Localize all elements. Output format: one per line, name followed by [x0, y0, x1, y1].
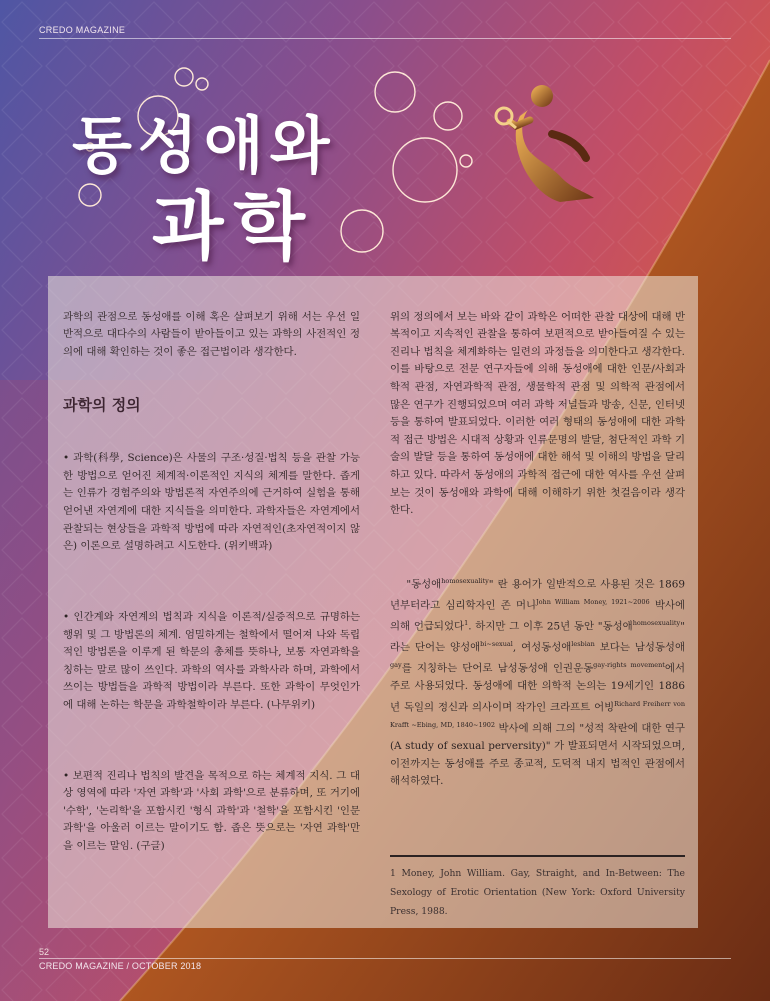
superscript-note: gay — [390, 661, 402, 670]
superscript-note: bi~sexual — [480, 640, 513, 649]
superscript-note: homosexuality — [441, 576, 489, 585]
top-rule — [39, 38, 731, 39]
magnifier-figure-icon — [490, 80, 600, 210]
definition-wikipedia: • 과학(科學, Science)은 사물의 구조·성질·법칙 등을 관찰 가능한 방법으로 얻어진 체계적·이론적인 지식의 체계를 말한다. 좁게는 인류가 경험주의와 방법론적 자연주의에 근거하여 실험을 통해 얻어낸 자연계에 대한 지식들을 의미한다. 과학자들은 자연계에서 관찰되는 현상들을 과학적 방법에 따라 자연적인(초자연적이지 않은) 이론으로 설명하려고 시도한다. (위키백과) — [63, 452, 360, 553]
right-column — [390, 291, 685, 808]
superscript-note: lesbian — [571, 640, 595, 649]
superscript-note: gay-rights movement — [593, 661, 665, 670]
page-number: 52 — [39, 947, 50, 957]
definition-namuwiki: • 인간계와 자연계의 법칙과 지식을 이론적/실증적으로 규명하는 행위 및 그 방법론의 체계. 엄밀하게는 철학에서 떨어져 나와 독립적인 방법론을 이루게 된 학문의 총체를 뜻하나, 보통 자연과학을 칭하는 말로 많이 쓰인다. 과학의 역사를 과학사라 하며, 과학에서 쓰이는 방법들을 과학적 방법이라 부른다. 또한 과학이 무엇인가에 대해 논하는 학문을 과학철학이라 부른다. (나무위키) — [63, 610, 360, 711]
intro-paragraph: 과학의 관점으로 동성애를 이해 혹은 살펴보기 위해 서는 우선 일반적으로 대다수의 사람들이 받아들이고 있는 과학의 사전적인 정의에 대해 확인하는 것이 좋은 접근법이라 생각한다. — [63, 310, 360, 358]
section-heading: 과학의 정의 — [63, 395, 141, 414]
magazine-issue-footer: CREDO MAGAZINE / OCTOBER 2018 — [39, 961, 202, 971]
footnote-ref: 1 — [464, 619, 469, 628]
history-paragraph: "동성애$^{homosexuality}$" 란 용어가 일반적으로 사용된 것은 1869년부터라고 심리학자인 존 머니$^{John William Money, 1921\sim 2006}$ 박사에 의해 언급되었다$^1$. 하지만 그 이후 25년 동안 "동성애$^{homosexuality}$" 라는 단어는 양성애$^{bi\sim sexual}$, 여성동성애$^{lesbian}$ 보다는 남성동성애$^{gay}$를 지칭하는 단어로 남성동성애 인권운동$^{gay-rights movement}$에서 주로 사용되었다. 동성애에 대한 의학적 논의는 19세기인 1886년 독일의 정신과 의사이며 작가인 크라프트 어빙$^{Richard Freiherr von Krafft \sim Ebing, MD, 1840\sim 1902}$ 박사에 의해 그의 "성적 착란에 대한 연구(A study of sexual perversity)" 가 발표되면서 시작되었으며, 이전까지는 동성애를 주로 종교적, 도덕적 내지 법적인 관점에서 해석하였다. — [390, 576, 686, 788]
magazine-name-header: CREDO MAGAZINE — [39, 25, 126, 35]
left-column — [63, 291, 360, 873]
footnote-divider — [390, 855, 685, 857]
footnote: 1 Money, John William. Gay, Straight, and In-Between: The Sexology of Erotic Orientation (New York: Oxford University Press, 1988. — [390, 868, 685, 917]
superscript-note: Richard Freiherr von Krafft ~Ebing, MD, 1840~1902 — [390, 699, 686, 729]
superscript-note: homosexuality — [632, 619, 681, 628]
definition-google: • 보편적 진리나 법칙의 발견을 목적으로 하는 체계적 지식. 그 대상 영역에 따라 '자연 과학'과 '사회 과학'으로 분류하며, 또 거기에 '수학', '논리학'을 포함시킨 '형식 과학'과 '철학'을 포함시킨 '인문 과학'을 아울러 이르는 말이기도 함. 좁은 뜻으로는 '자연 과학'만을 이르는 말임. (구글) — [63, 769, 360, 853]
bottom-rule — [39, 958, 731, 959]
title-line-2: 과학 — [152, 184, 315, 270]
science-definition-paragraph: 위의 정의에서 보는 바와 같이 과학은 어떠한 관찰 대상에 대해 반복적이고 지속적인 관찰을 통하여 보편적으로 받아들여질 수 있는 진리나 법칙을 체계화하는 일련의 과정들을 의미한다고 생각한다. 이를 바탕으로 전문 연구자들에 의해 동성애에 대한 인문/사회과학적 관점, 자연과학적 관점, 생물학적 관점 및 의학적 관점에서 많은 연구가 진행되었으며 여러 과학 저널들과 방송, 신문, 인터넷 등을 통하여 발표되었다. 이러한 여러 형태의 동성애에 대한 과학적 접근 방법은 시대적 상황과 인류문명의 발달, 첨단적인 과학 기술의 발달 등을 통하여 동성애에 대한 해석 및 이해의 방법을 달리하고 있다. 따라서 동성애의 과학적 접근에 대한 역사를 우선 살펴보는 것이 동성애와 과학에 대해 이해하기 위한 첫걸음이라 생각한다. — [390, 310, 685, 517]
title-line-1: 동성애와 — [72, 109, 336, 182]
superscript-note: John William Money, 1921~2006 — [536, 597, 650, 606]
